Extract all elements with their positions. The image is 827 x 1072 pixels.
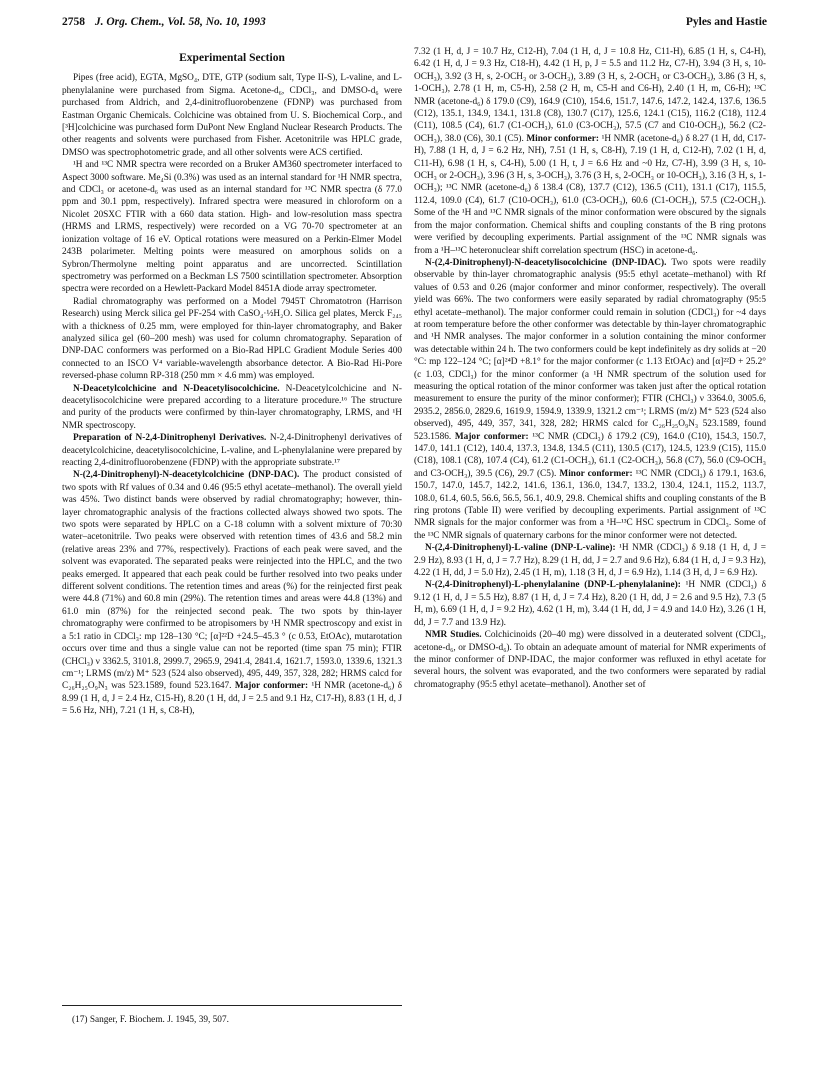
footnote-divider	[62, 1005, 402, 1006]
paragraph-dnp-derivatives	[62, 432, 402, 469]
major-conformer-label: Major conformer:	[231, 681, 309, 692]
paragraph-heading: N-(2,4-Dinitrophenyl)-N-deacetylcolchicine (DNP-DAC).	[73, 470, 300, 481]
major-conformer-label: Major conformer:	[451, 431, 529, 442]
paragraph-body: N-Deacetylcolchicine and N-deacetylisocolchicine were prepared according to a literature procedure.¹⁶ The structure and purity of the products were confirmed by thin-layer chromatography, LRMS, and ¹H NMR spectroscopy.	[62, 383, 403, 431]
paragraph-chromatography: Radial chromatography was performed on a Model 7945T Chromatotron (Harrison Research) using Merck silica gel PF-254 with CaSO₄·½H₂O. Silica gel plates, Merck F₂₄₅ with a thickness of 0.25 mm, were employed for thin-layer chromatography, and Baker analyzed silica gel (60–200 mesh) was used for column chromatography. Separation of DNP-DAC conformers was performed on a Bio-Rad HPLC Gradient Module Series 400 connected to an ISCO V⁴ variable-wavelength absorbance detector. A Bio-Rad Hi-Pore reversed-phase column RP-318 (250 mm × 4.6 mm) was employed.	[62, 296, 402, 382]
paragraph-heading: N-Deacetylcolchicine and N-Deacetylisocolchicine.	[73, 383, 280, 394]
paragraph-body: ¹H NMR (CDCl₃) δ 9.12 (1 H, d, J = 5.5 Hz), 8.87 (1 H, d, J = 7.4 Hz), 8.20 (1 H, dd, J = 2.6 and 9.5 Hz), 7.3 (5 H, m), 6.69 (1 H, d, J = 9.2 Hz), 4.62 (1 H, m), 3.44 (1 H, dd, J = 4.9 and 14.0 Hz), 3.26 (1 H, dd, J = 7.7 and 13.9 Hz).	[414, 580, 766, 628]
paragraph-body: Colchicinoids (20–40 mg) were dissolved in a deuterated solvent (CDCl₃, acetone-d₆, or DMSO-d₆). To obtain an adequate amount of material for NMR experiments of the minor conformer of DNP-IDAC, the major conformer was refluxed in ethyl acetate for several hours, the solvent was evaporated, and the two conformers were separated by radial chromatography (95:5 ethyl acetate–methanol). Another set of	[414, 630, 766, 690]
paragraph-dnp-phenylalanine	[414, 579, 766, 629]
paragraph-nmr-studies	[414, 629, 766, 691]
paragraph-deacetylcolchicine	[62, 383, 402, 433]
paragraph-heading: NMR Studies.	[425, 630, 482, 641]
minor-conformer-label: Minor conformer:	[523, 133, 600, 144]
paragraph-body: ¹H NMR (acetone-d₆) δ 8.27 (1 H, dd, C17-H), 7.88 (1 H, d, J = 6.2 Hz, NH), 7.51 (1 H, s, C8-H), 7.19 (1 H, d, C12-H), 7.02 (1 H, d, C11-H), 6.98 (1 H, s, C4-H), 5.00 (1 H, t, J = 6.6 Hz and ~0 Hz, C7-H), 3.99 (3 H, s, 10-OCH₃ or 2-OCH₃), 3.96 (3 H, s, 3-OCH₃), 3.76 (3 H, s, 2-OCH₃ or 10-OCH₃), 3.16 (3 H, s, 1-OCH₃); ¹³C NMR (acetone-d₆) δ 138.4 (C8), 137.7 (C12), 136.5 (C11), 131.1 (C17), 115.5, 112.4, 109.0 (C4), 61.7 (C10-OCH₃), 61.0 (C3-OCH₃), 60.6 (C1-OCH₃), 57.5 (C2-OCH₃). Some of the ¹H and ¹³C NMR signals of the minor conformation were obscured by the signals from the major conformation. Chemical shifts and coupling constants of the B ring protons were verified by decoupling experiments. Partial assignment of the ¹³C NMR signals was from a ¹H–¹³C heteronuclear shift correlation spectrum (HSC) in acetone-d₆.	[414, 133, 767, 256]
paragraph-heading: Preparation of N-2,4-Dinitrophenyl Derivatives.	[73, 433, 267, 444]
paragraph-body: Two spots were readily observable by thin-layer chromatographic analysis (95:5 ethyl acetate–methanol) with Rf values of 0.53 and 0.26 (major conformer and minor conformer, respectively). The overall yield was 66%. The two conformers were easily separated by radial chromatography (95:5 ethyl acetate–methanol). The major conformer could remain in solution (CDCl₃) for ~4 days at room temperature before the other conformer was detectable by thin-layer chromatographic and ¹H NMR analyses. The major conformer in a solution containing the minor conformer was detectable within 24 h. The two conformers could be kept indefinitely as dry solids at −20 °C: mp 122–124 °C; [α]²⁴D +8.1° for the major conformer (c 1.13 EtOAc) and [α]²²D + 25.2° (c 1.03, CDCl₃) for the minor conformer (a ¹H NMR spectrum of the solution used for measuring the optical rotation of the minor conformer was taken just after the optical rotation measurement to ensure the purity of the minor conformer); FTIR (CHCl₃) ν 3364.0, 3005.6, 2935.2, 2856.0, 2829.6, 1619.9, 1594.9, 1339.9, 1321.2 cm⁻¹; LRMS (m/z) M⁺ 523 (524 also observed), 495, 449, 357, 341, 328, 282; HRMS calcd for C₂₆H₂₅O₉N₃ 523.1589, found 523.1586.	[414, 257, 766, 442]
paragraph-body: 7.32 (1 H, d, J = 10.7 Hz, C12-H), 7.04 (1 H, d, J = 10.8 Hz, C11-H), 6.85 (1 H, s, C4-H), 6.42 (1 H, d, J = 9.3 Hz, C18-H), 4.42 (1 H, p, J = 5.5 and 11.2 Hz, C7-H), 3.94 (3 H, s, 10-OCH₃), 3.92 (3 H, s, 2-OCH₃ or 3-OCH₃), 3.89 (3 H, s, 2-OCH₃ or C3-OCH₃), 3.86 (3 H, s, 1-OCH₃), 2.78 (1 H, m, C5-H), 2.58 (2 H, m, C5-H and C6-H), 2.40 (1 H, m, C6-H); ¹³C NMR (acetone-d₆) δ 179.0 (C9), 164.9 (C10), 154.6, 151.7, 147.6, 147.2, 142.4, 137.6, 136.5 (C12), 135.1, 134.9, 134.1, 131.8 (C8), 130.7 (C17), 125.6, 124.1 (C15), 116.2 (C18), 112.4 (C11), 108.5 (C4), 61.7 (C1-OCH₃), 61.0 (C3-OCH₃), 57.5 (C7 and C10-OCH₃), 56.2 (C2-OCH₃), 38.0 (C6), 30.1 (C5).	[414, 47, 766, 144]
page-header	[62, 16, 767, 34]
paragraph-body: The product consisted of two spots with Rf values of 0.34 and 0.46 (95:5 ethyl acetate–methanol). The overall yield was 45%. Two distinct bands were observed by radial chromatography; however, thin-layer chromatographic analysis of the fractions collected always showed two spots. The two spots were separated by HPLC on a C-18 column with a solvent mixture of 70:30 water–acetonitrile. Two peaks were observed with retention times of 43.6 and 58.2 min (relative areas 23% and 77%, respectively). Fractions of each peak were saved, and the solvent was evaporated. The separated peaks were reinjected into the HPLC, and the two peaks emerged. It appeared that each peak could be further resolved into two peaks under different solvent conditions. The retention times and areas (%) for the reinjected first peak were 44.8 (71%) and 60.8 min (29%). The retention times and areas were 44.8 (13%) and 61.0 min (87%) for the reinjected second peak. The two spots by thin-layer chromatography were confirmed to be atropisomers by ¹H NMR spectroscopy and exist in a 5:1 ratio in CDCl₃: mp 128–130 °C; [α]²²D +24.5–45.3 ° (c 0.53, EtOAc), mutarotation occurs over time and thus a single value can not be reported (time span 75 min); FTIR (CHCl₃) ν 3362.5, 3101.8, 2999.7, 2965.9, 2941.4, 2841.4, 1621.7, 1593.0, 1339.6, 1321.3 cm⁻¹; LRMS (m/z) M⁺ 523 (524 also observed), 495, 449, 357, 328, 282; HRMS calcd for C₂₆H₂₅O₉N₃ was 523.1589, found 523.1647.	[62, 470, 402, 692]
page-number: 2758	[62, 16, 85, 28]
left-column	[62, 46, 402, 718]
running-authors: Pyles and Hastie	[685, 16, 767, 28]
footnote: (17) Sanger, F. Biochem. J. 1945, 39, 507.	[72, 1015, 229, 1025]
paragraph-body: ¹³C NMR (CDCl₃) δ 179.1, 163.6, 150.7, 147.0, 145.7, 142.2, 141.6, 136.1, 136.0, 134.7, 133.2, 130.4, 124.1, 115.2, 113.7, 108.0, 61.4, 60.5, 56.6, 56.5, 56.1, 40.9, 29.8. Chemical shifts and coupling constants of the B ring protons (Table II) were verified by decoupling experiments. Partial assignment of ¹³C NMR signals for the major conformer was from a ¹H–¹³C HSC spectrum in CDCl₃. Some of the ¹³C NMR signals of quaternary carbons for the minor conformer were not detected.	[414, 468, 766, 541]
paragraph-dnp-dac-continued	[414, 46, 766, 257]
paragraph-heading: N-(2,4-Dinitrophenyl)-N-deacetylisocolchicine (DNP-IDAC).	[425, 257, 667, 268]
journal-citation: J. Org. Chem., Vol. 58, No. 10, 1993	[94, 16, 266, 28]
paragraph-dnp-valine	[414, 542, 766, 579]
paragraph-materials: Pipes (free acid), EGTA, MgSO₄, DTE, GTP (sodium salt, Type II-S), L-valine, and L-phenylalanine were purchased from Sigma. Acetone-d₆, CDCl₃, and DMSO-d₆ were purchased from Aldrich, and 2,4-dinitrofluorobenzene (FDNP) was purchased from Eastman Organic Chemicals. Colchicine was obtained from U. S. Biochemical Corp., and [³H]colchicine was purchased form DuPont New England Nuclear Research Products. The other reagents and solvents were purchased from Fisher. Acetonitrile was HPLC grade, DMSO was spectrophotometric grade, and all other solvents were ACS certified.	[62, 73, 402, 158]
header-left	[62, 16, 266, 28]
paragraph-body: ¹H NMR (CDCl₃) δ 9.18 (1 H, d, J = 2.9 Hz), 8.93 (1 H, d, J = 7.7 Hz), 8.29 (1 H, dd, J = 2.7 and 9.6 Hz), 6.84 (1 H, d, J = 9.3 Hz), 4.22 (1 H, dd, J = 5.0 Hz), 2.45 (1 H, m), 1.18 (3 H, d, J = 6.9 Hz), 1.14 (3 H, d, J = 6.9 Hz).	[414, 543, 766, 579]
paragraph-heading: N-(2,4-Dinitrophenyl)-L-phenylalanine (DNP-L-phenylalanine):	[425, 580, 681, 591]
paragraph-dnp-idac	[414, 257, 766, 542]
paragraph-body: N-2,4-Dinitrophenyl derivatives of deacetylcolchicine, deacetylisocolchicine, L-valine, and L-phenylalanine were prepared by reacting 2,4-dinitrofluorobenzene (FDNP) with the appropriate substrate.¹⁷	[62, 433, 402, 468]
paragraph-dnp-dac	[62, 469, 402, 717]
paragraph-body: ¹H NMR (acetone-d₆) δ 8.99 (1 H, d, J = 2.4 Hz, C15-H), 8.20 (1 H, dd, J = 2.5 and 9.1 Hz, C17-H), 8.83 (1 H, d, J = 5.6 Hz, NH), 7.21 (1 H, s, C8-H),	[62, 681, 402, 717]
paragraph-instruments: ¹H and ¹³C NMR spectra were recorded on a Bruker AM360 spectrometer interfaced to Aspect 3000 software. Me₄Si (0.3%) was used as an internal standard for ¹H NMR spectra, and CDCl₃ or acetone-d₆ was used as an internal standard for ¹³C NMR spectra (δ 77.0 ppm and 30.1 ppm, respectively). Infrared spectra were measured in chloroform on a Nicolet 20SXC FTIR with a 660 data station. High- and low-resolution mass spectra (HRMS and LRMS, respectively) were recorded on a VG 70-70 spectrometer at an ionization voltage of 16 eV. Optical rotations were measured on a Perkin-Elmer Model 243B polarimeter. Melting points were measured on amorphous solids on a Sybron/Thermolyne melting point apparatus and are uncorrected. Scintillation spectrometry was performed on a Beckman LS 7500 scintillation spectrometer. Absorption spectra were recorded on a Hewlett-Packard Model 8451A diode array spectrometer.	[62, 160, 402, 295]
section-title: Experimental Section	[179, 52, 285, 64]
paragraph-heading: N-(2,4-Dinitrophenyl)-L-valine (DNP-L-valine):	[425, 543, 616, 554]
right-column	[414, 46, 766, 691]
minor-conformer-label: Minor conformer:	[556, 468, 633, 479]
paragraph-body: ¹³C NMR (CDCl₃) δ 179.2 (C9), 164.0 (C10), 154.3, 150.7, 147.0, 141.1 (C12), 140.4, 137.3, 134.8, 134.5 (C11), 130.5 (C17), 124.5, 123.9 (C15), 115.0 (C18), 108.1 (C8), 107.4 (C4), 61.2 (C1-OCH₃), 61.1 (C2-OCH₃), 56.8 (C7), 56.0 (C9-OCH₃ and C3-OCH₃), 39.5 (C6), 29.7 (C5).	[414, 431, 766, 479]
